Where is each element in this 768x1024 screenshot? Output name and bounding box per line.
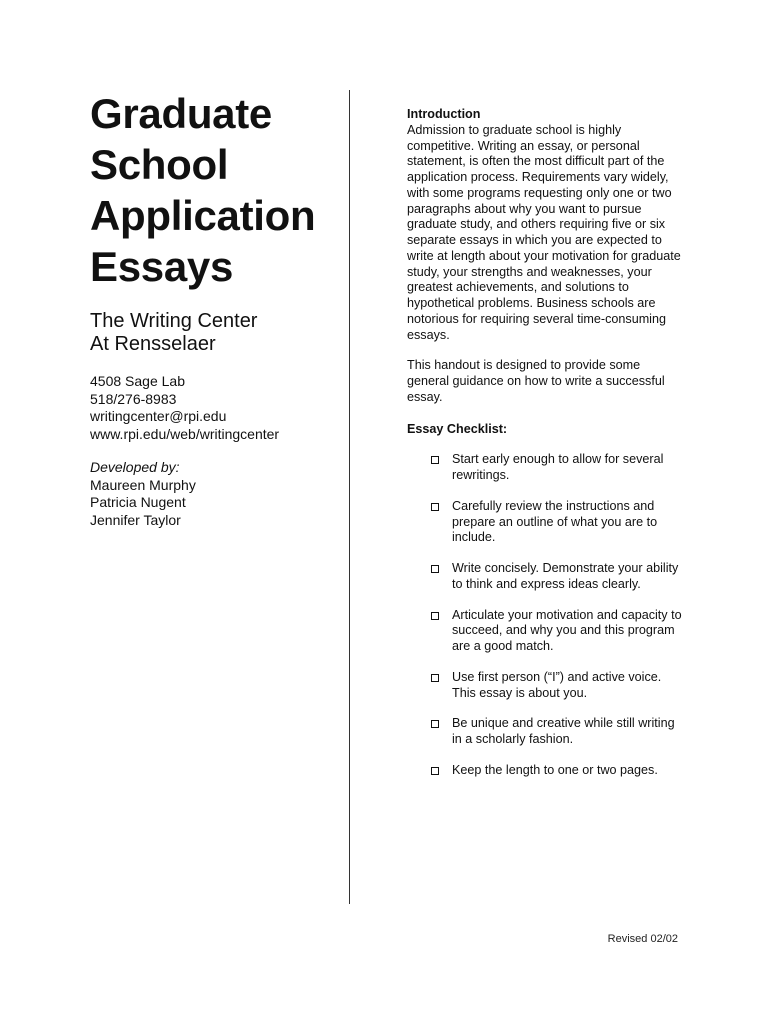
- contact-info: [90, 373, 279, 443]
- contact-address: 4508 Sage Lab: [90, 373, 185, 389]
- organization-name: [90, 310, 257, 356]
- revision-date: Revised 02/02: [607, 933, 678, 945]
- developers-block: [90, 459, 196, 529]
- contact-phone: 518/276-8983: [90, 390, 177, 407]
- introduction-paragraph-2: This handout is designed to provide some general guidance on how to write a successful essay.: [407, 358, 665, 404]
- checkbox-icon: [431, 456, 439, 464]
- checkbox-icon: [431, 565, 439, 573]
- introduction-heading: Introduction: [407, 107, 481, 121]
- checkbox-icon: [431, 674, 439, 682]
- checklist-heading: Essay Checklist:: [407, 421, 508, 436]
- checkbox-icon: [431, 767, 439, 775]
- checklist-item: [407, 763, 682, 779]
- checklist-item-text: Carefully review the instructions and prepare an outline of what you are to include.: [452, 498, 658, 545]
- checklist-item-text: Be unique and creative while still writing in a scholarly fashion.: [452, 716, 675, 746]
- checklist-item: [407, 670, 682, 702]
- checklist-item-text: Articulate your motivation and capacity to succeed, and why you and this program are a good match.: [452, 607, 682, 653]
- left-column: [90, 88, 340, 528]
- checklist-item: [407, 452, 682, 484]
- checkbox-icon: [431, 612, 439, 620]
- checklist-item: [407, 716, 682, 748]
- organization-line-1: The Writing Center: [90, 310, 258, 332]
- developer-name: Patricia Nugent: [90, 494, 186, 510]
- checklist-item-text: Use first person (“I”) and active voice. This essay is about you.: [452, 669, 662, 700]
- checklist-item-text: Write concisely. Demonstrate your ability to think and express ideas clearly.: [452, 561, 679, 591]
- checkbox-icon: [431, 503, 439, 511]
- contact-email: writingcenter@rpi.edu: [90, 408, 227, 424]
- title-line: Application: [90, 192, 316, 239]
- checklist-item-text: Keep the length to one or two pages.: [452, 762, 658, 777]
- organization-line-2: At Rensselaer: [90, 333, 216, 355]
- essay-checklist: [407, 452, 682, 778]
- checklist-item-text: Start early enough to allow for several rewritings.: [452, 452, 664, 482]
- checkbox-icon: [431, 720, 439, 728]
- title-line: School: [90, 141, 229, 188]
- contact-website: www.rpi.edu/web/writingcenter: [90, 425, 280, 442]
- checklist-item: [407, 561, 682, 593]
- developers-label: Developed by:: [90, 459, 180, 475]
- developer-name: Maureen Murphy: [90, 476, 196, 493]
- checklist-item: [407, 608, 682, 655]
- right-column: [407, 107, 682, 794]
- checklist-item: [407, 499, 682, 546]
- document-title: [90, 88, 340, 292]
- introduction-paragraph-1: Admission to graduate school is highly competitive. Writing an essay, or personal statement, is often the most difficult part of the application process. Requirements vary widely, with some programs requesting only one or two paragraphs about why you want to pursue graduate study, and others requiring five or six separate essays in which you are expected to write at length about your motivation for graduate study, your strengths and weaknesses, your greatest achievements, and solutions to hypothetical problems. Business schools are notorious for requiring several time-consuming essays.: [407, 122, 681, 342]
- title-line: Essays: [90, 243, 234, 290]
- developer-name: Jennifer Taylor: [90, 511, 181, 528]
- title-line: Graduate: [90, 90, 272, 137]
- column-divider: [349, 90, 350, 904]
